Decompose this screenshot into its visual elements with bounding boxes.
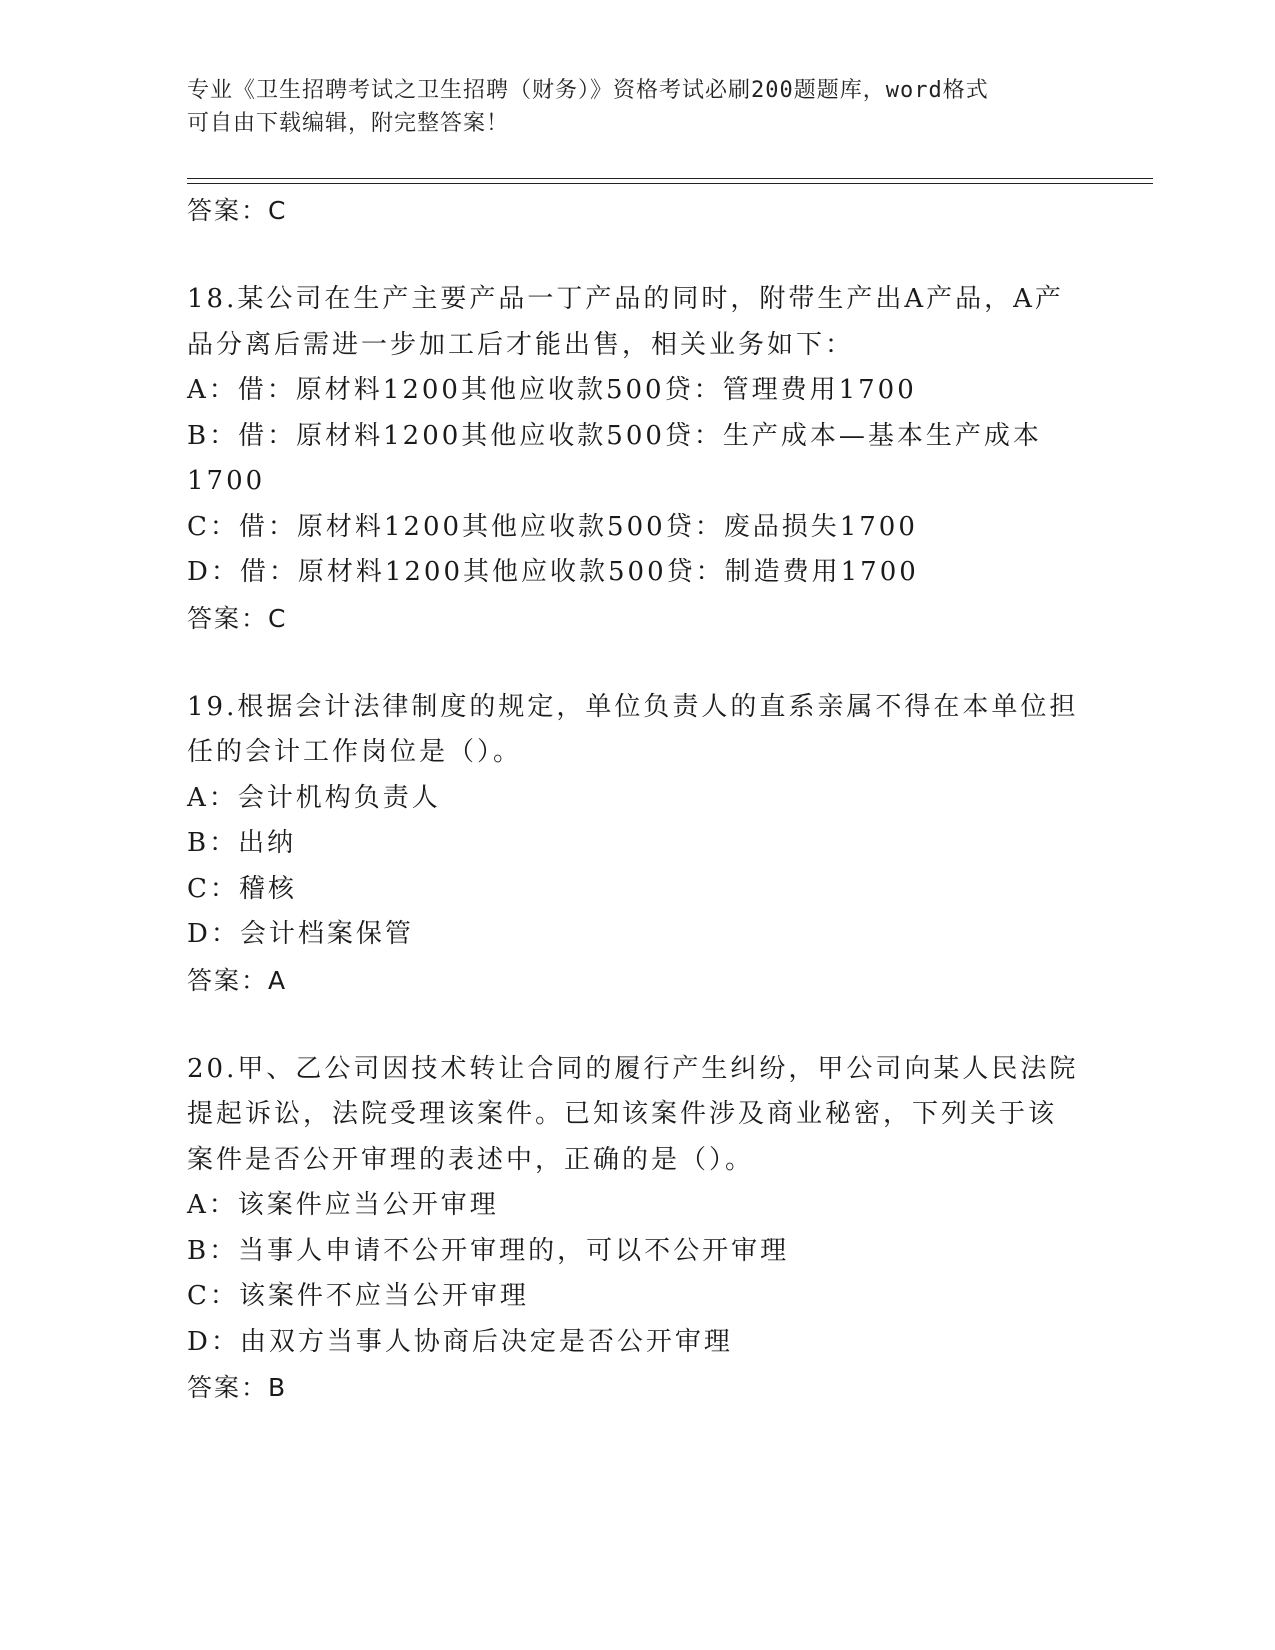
option-line: D：借：原材料1200其他应收款500贷：制造费用1700 bbox=[187, 557, 919, 587]
question-answer: 答案：A bbox=[187, 965, 288, 995]
question-stem-line: 任的会计工作岗位是（）。 bbox=[187, 737, 523, 767]
header-divider-bottom bbox=[187, 183, 1153, 184]
option-line: 1700 bbox=[187, 466, 266, 496]
question-18 bbox=[187, 277, 1087, 642]
question-20 bbox=[187, 1047, 1087, 1412]
spacer bbox=[187, 642, 1087, 685]
option-line: B：当事人申请不公开审理的，可以不公开审理 bbox=[187, 1235, 790, 1266]
header-line-1: 专业《卫生招聘考试之卫生招聘（财务）》资格考试必刷200题题库，word格式 bbox=[187, 78, 989, 103]
question-content bbox=[187, 188, 1087, 1411]
question-stem-line: 提起诉讼，法院受理该案件。已知该案件涉及商业秘密，下列关于该 bbox=[187, 1099, 1058, 1129]
page-header bbox=[187, 74, 1087, 140]
option-line: A：该案件应当公开审理 bbox=[187, 1190, 499, 1220]
option-line: A：借：原材料1200其他应收款500贷：管理费用1700 bbox=[187, 375, 917, 405]
option-line: D：由双方当事人协商后决定是否公开审理 bbox=[187, 1326, 733, 1357]
header-divider-top bbox=[187, 178, 1153, 179]
question-stem-line: 品分离后需进一步加工后才能出售，相关业务如下： bbox=[187, 329, 855, 360]
question-answer: 答案：C bbox=[187, 603, 288, 633]
option-line: D：会计档案保管 bbox=[187, 919, 414, 949]
question-answer: 答案：B bbox=[187, 1373, 288, 1402]
spacer bbox=[187, 1004, 1087, 1047]
option-line: A：会计机构负责人 bbox=[187, 782, 441, 813]
question-stem-line: 18.某公司在生产主要产品一丁产品的同时，附带生产出A产品，A产 bbox=[187, 284, 1064, 314]
option-line: B：出纳 bbox=[187, 828, 297, 858]
spacer bbox=[187, 234, 1087, 277]
option-line: C：借：原材料1200其他应收款500贷：废品损失1700 bbox=[187, 511, 918, 542]
option-line: B：借：原材料1200其他应收款500贷：生产成本—基本生产成本 bbox=[187, 420, 1042, 451]
header-line-2: 可自由下载编辑，附完整答案！ bbox=[187, 111, 510, 136]
option-line: C：该案件不应当公开审理 bbox=[187, 1281, 529, 1311]
option-line: C：稽核 bbox=[187, 873, 297, 904]
question-19 bbox=[187, 685, 1087, 1004]
question-stem-line: 20.甲、乙公司因技术转让合同的履行产生纠纷，甲公司向某人民法院 bbox=[187, 1053, 1079, 1084]
previous-answer: 答案：C bbox=[187, 196, 288, 225]
question-stem-line: 案件是否公开审理的表述中，正确的是（）。 bbox=[187, 1144, 755, 1175]
question-stem-line: 19.根据会计法律制度的规定，单位负责人的直系亲属不得在本单位担 bbox=[187, 691, 1079, 722]
